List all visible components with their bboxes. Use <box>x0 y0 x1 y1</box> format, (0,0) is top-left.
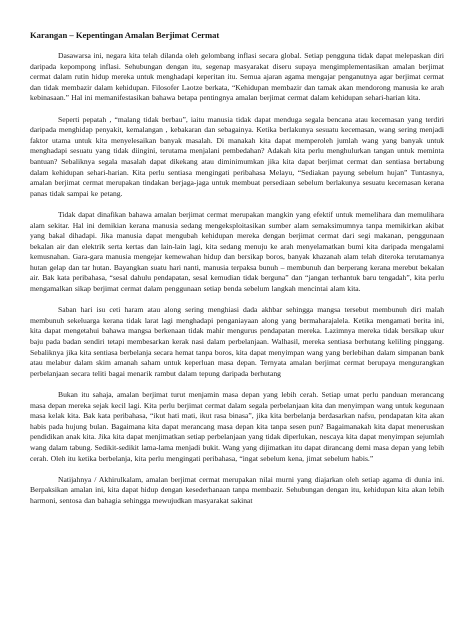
paragraph-intro: Dasawarsa ini, negara kita telah dilanda oleh gelombang inflasi secara global. Setiap pengguna tidak dapat melepaskan diri daripada kepompong inflasi. Sehubungan dengan itu, segenap masyarakat diseru supaya mengimplementasikan amalan berjimat cermat dalam rutin hidup mereka untuk menghadapi keperitan itu. Semua ajaran agama mengajar penganutnya agar berjimat cermat dan tidak membazir dalam kehidupan. Filosofer Laotze berkata, “Kehidupan membazir dan tamak akan mendorong manusia ke arah kebinasaan.” Hal ini memanifestasikan bahawa betapa pentingnya amalan berjimat cermat dalam kehidupan sehari-harian kita. <box>30 51 444 103</box>
document-title: Karangan – Kepentingan Amalan Berjimat Cermat <box>30 30 220 40</box>
paragraph-conclusion: Natijahnya / Akhirulkalam, amalan berjimat cermat merupakan nilai murni yang diajarkan oleh setiap agama di dunia ini. Berpaksikan amalan ini, kita dapat hidup dengan kesederhanaan tanpa membazir. Sehubungan dengan itu, kehidupan kita akan lebih harmoni, sentosa dan bahagia sehingga mewujudkan masyarakat sakinat <box>30 474 444 505</box>
paragraph-emergency: Seperti pepatah , “malang tidak berbau”, iaitu manusia tidak dapat menduga segala bencana atau kecemasan yang terdiri daripada menghidap penyakit, kemalangan , kebakaran dan sebagainya. Ketika berlakunya sesuatu kecemasan, wang sering menjadi faktor utama untuk kita menyelesaikan banyak masalah. Di manakah kita dapat memperoleh jumlah wang yang banyak untuk menghadapi sesuatu yang tidak diingini, terutama menjalani pembedahan? Adakah kita perlu menghulurkan tangan untuk meminta bantuan? Sebaliknya segala masalah dapat dikekang atau diminimumkan jika kita dapat berjimat cermat dan sentiasa bertabung dalam kehidupan sehari-harian. Kita perlu sentiasa mengingati peribahasa Melayu, “Sediakan payung sebelum hujan” Tuntasnya, amalan berjimat cermat merupakan tindakan berjaga-jaga untuk membuat persediaan sebelum berlakunya sesuatu kecemasan kerana panas tidak sampai ke petang. <box>30 114 444 198</box>
paragraph-future: Bukan itu sahaja, amalan berjimat turut menjamin masa depan yang lebih cerah. Setiap umat perlu panduan merancang masa depan mereka sejak kecil lagi. Kita perlu berjimat cermat dalam segala perbelanjaan kita dan menyimpan wang untuk kegunaan masa kelak kita. Bak kata peribahasa, “ikut hati mati, ikut rasa binasa”, jika kita berbelanja berdasarkan nafsu, pendapatan kita akan habis pada hujung bulan. Bagaimana kita dapat merancang masa depan kita tanpa sesen pun? Bagaimanakah kita dapat meneruskan pendidikan anak kita. Jika kita dapat menjimatkan setiap perbelanjaan yang tidak diperlukan, nescaya kita dapat menyimpan sejumlah wang dalam tabung. Sedikit-sedikit lama-lama menjadi bukit. Wang yang dijimatkan itu dapat dirancang demi masa depan yang lebih cerah. Oleh itu ketika berbelanja, kita perlu mengingati peribahasa, “ingat sebelum kena, jimat sebelum habis.” <box>30 390 444 463</box>
paragraph-debt: Saban hari isu ceti haram atau along sering menghiasi dada akhbar sehingga mangsa tersebut membunuh diri malah membunuh sekeluarga kerana tidak larat lagi menghadapi penganiayaan along yang bermaharajalela. Ketika mengamati berita ini, kita dapat mengetahui bahawa mangsa berkenaan tidak mahir mengurus pendapatan mereka. Lazimnya mereka tidak bersikap ukur baju pada badan sendiri tetapi membesarkan kerak nasi dalam perbelanjaan. Walhasil, mereka sentiasa berhutang keliling pinggang. Sebaliknya jika kita sentiasa berbelanja secara hemat tanpa boros, kita dapat menyimpan wang yang berlebihan dalam simpanan bank atau melabur dalam skim amanah saham untuk keperluan masa depan. Ternyata amalan berjimat cermat berupaya mengurangkan perbelanjaan secara teliti bagai menarik rambut dalam tepung daripada berhutang <box>30 305 444 378</box>
paragraph-environment: Tidak dapat dinafikan bahawa amalan berjimat cermat merupakan mangkin yang efektif untuk memelihara dan memulihara alam sekitar. Hal ini demikian kerana manusia sedang mengeksploitasikan sumber alam semaksimumnya tanpa memikirkan akibat yang bakal dihadapi. Jika manusia dapat mengubah kehidupan mereka dengan berjimat cermat dari segi makanan, penggunaan bekalan air dan elektrik serta kertas dan lain-lain lagi, kita sedang menuju ke arah menyelamatkan bumi kita daripada mengalami kemusnahan. Gara-gara manusia mengejar kemewahan hidup dan bersikap boros, banyak khazanah alam telah diteroka terutamanya hutan gelap dan tar hutan. Bayangkan suatu hari nanti, manusia terpaksa bunuh – membunuh dan berperang kerana merebut bekalan air. Bak kata peribahasa, “sesal dahulu pendapatan, sesal kemudian tidak berguna” dan “jangan terhantuk baru tengadah”, kita perlu mengamalkan sikap berjimat cermat dalam penggunaan setiap benda sebelum langkah mencintai alam kita. <box>30 209 444 294</box>
